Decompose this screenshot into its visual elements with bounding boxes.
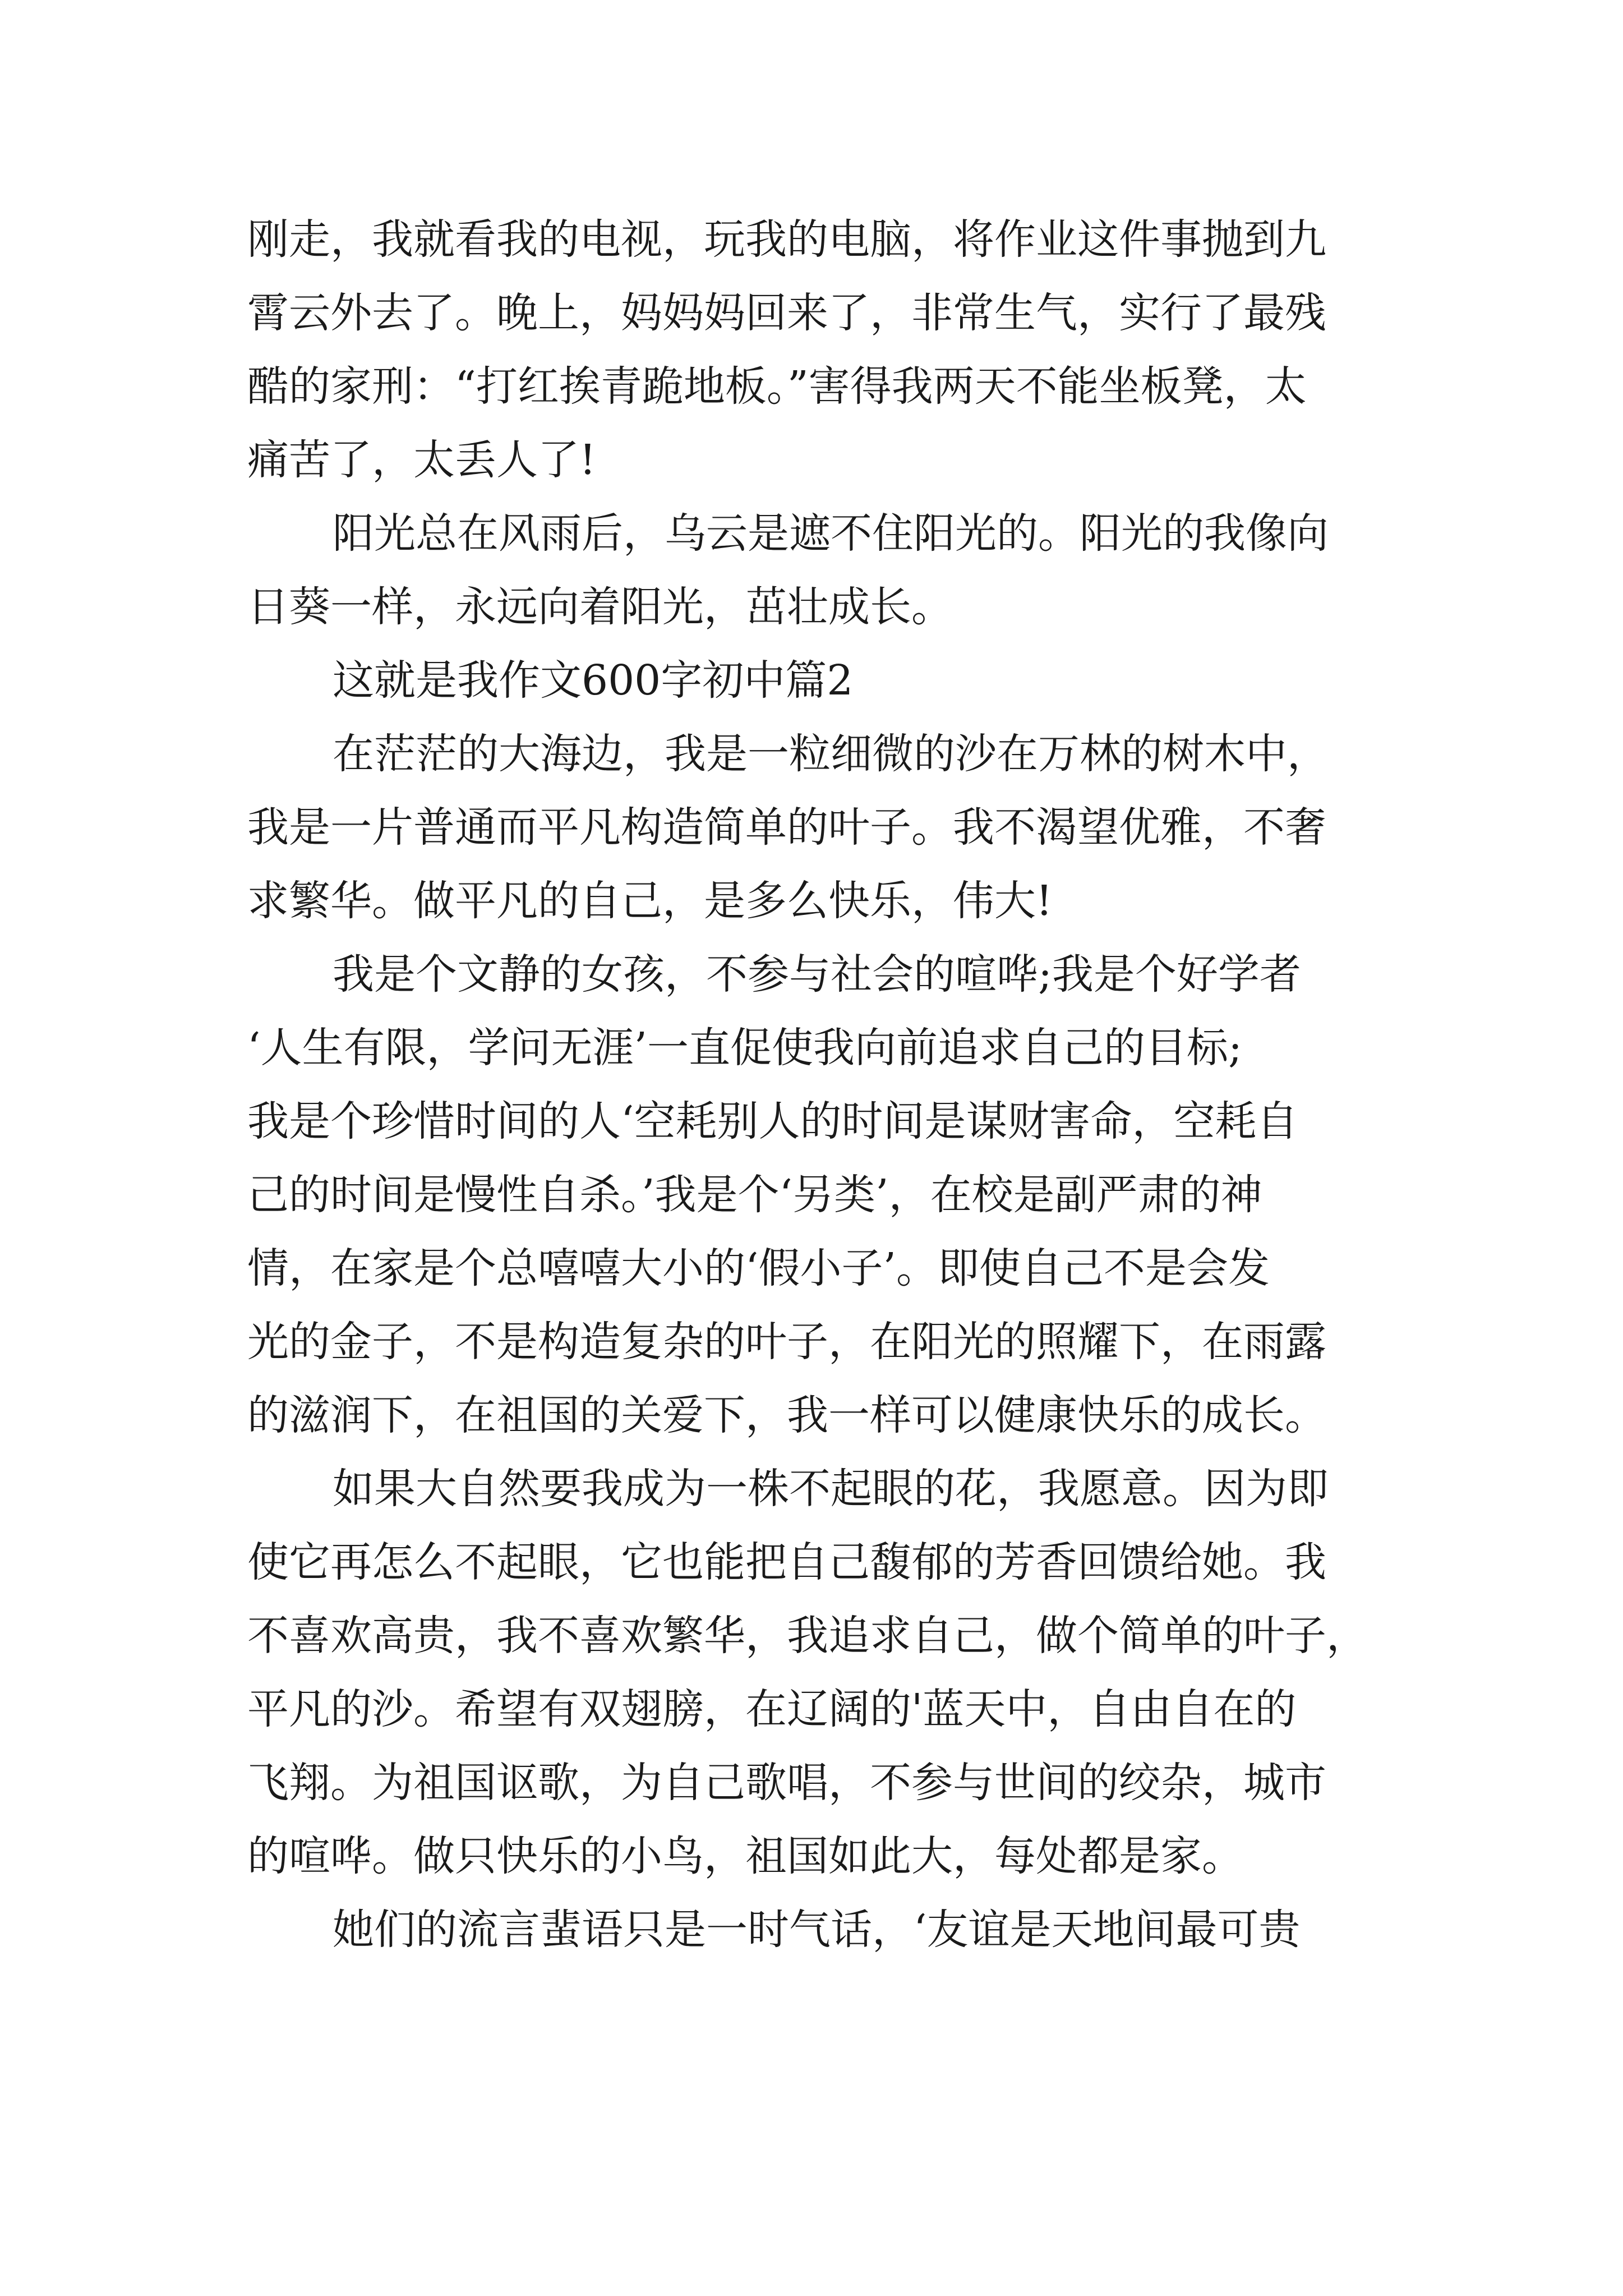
text-line: 如果大自然要我成为一株不起眼的花，我愿意。因为即 — [333, 1465, 1329, 1513]
text-line: 的滋润下，在祖国的关爱下，我一样可以健康快乐的成长。 — [247, 1391, 1326, 1439]
text-line: 刚走，我就看我的电视，玩我的电脑，将作业这件事抛到九 — [247, 215, 1326, 264]
text-line: 我是一片普通而平凡构造简单的叶子。我不渴望优雅，不奢 — [247, 803, 1326, 852]
text-line: 光的金子，不是构造复杂的叶子，在阳光的照耀下，在雨露 — [247, 1318, 1326, 1366]
text-line: 酷的家刑：“打红挨青跪地板。”害得我两天不能坐板凳，太 — [247, 362, 1307, 411]
text-line: 痛苦了，太丢人了! — [247, 436, 596, 484]
text-line: 使它再怎么不起眼，它也能把自己馥郁的芳香回馈给她。我 — [247, 1538, 1326, 1586]
text-line: 情，在家是个总嘻嘻大小的‘假小子’。即使自己不是会发 — [247, 1244, 1270, 1292]
text-line: 霄云外去了。晚上，妈妈妈回来了，非常生气，实行了最残 — [247, 289, 1326, 337]
text-line: 飞翔。为祖国讴歌，为自己歌唱，不参与世间的绞杂，城市 — [247, 1759, 1326, 1807]
text-line: 她们的流言蜚语只是一时气话，‘友谊是天地间最可贵 — [333, 1906, 1301, 1954]
text-line: 求繁华。做平凡的自己，是多么快乐，伟大! — [247, 877, 1053, 925]
text-line: 我是个文静的女孩，不参与社会的喧哗;我是个好学者 — [333, 950, 1301, 999]
document-body — [247, 203, 1391, 1967]
text-line: 己的时间是慢性自杀。’我是个‘另类’，在校是副严肃的神 — [247, 1171, 1262, 1219]
text-line: ‘人生有限，学问无涯’一直促使我向前追求自己的目标; — [247, 1024, 1242, 1072]
text-line: 日葵一样，永远向着阳光，茁壮成长。 — [247, 583, 953, 631]
text-line: 我是个珍惜时间的人‘空耗别人的时间是谋财害命，空耗自 — [247, 1097, 1298, 1145]
text-line: 不喜欢高贵，我不喜欢繁华，我追求自己，做个简单的叶子， — [247, 1612, 1368, 1660]
text-line: 阳光总在风雨后，乌云是遮不住阳光的。阳光的我像向 — [333, 509, 1329, 558]
text-line: 平凡的沙。希望有双翅膀，在辽阔的'蓝天中，自由自在的 — [247, 1685, 1297, 1733]
section-heading: 这就是我作文600字初中篇2 — [333, 656, 854, 705]
text-line: 的喧哗。做只快乐的小鸟，祖国如此大，每处都是家。 — [247, 1832, 1243, 1880]
text-line: 在茫茫的大海边，我是一粒细微的沙在万林的树木中， — [333, 730, 1329, 778]
